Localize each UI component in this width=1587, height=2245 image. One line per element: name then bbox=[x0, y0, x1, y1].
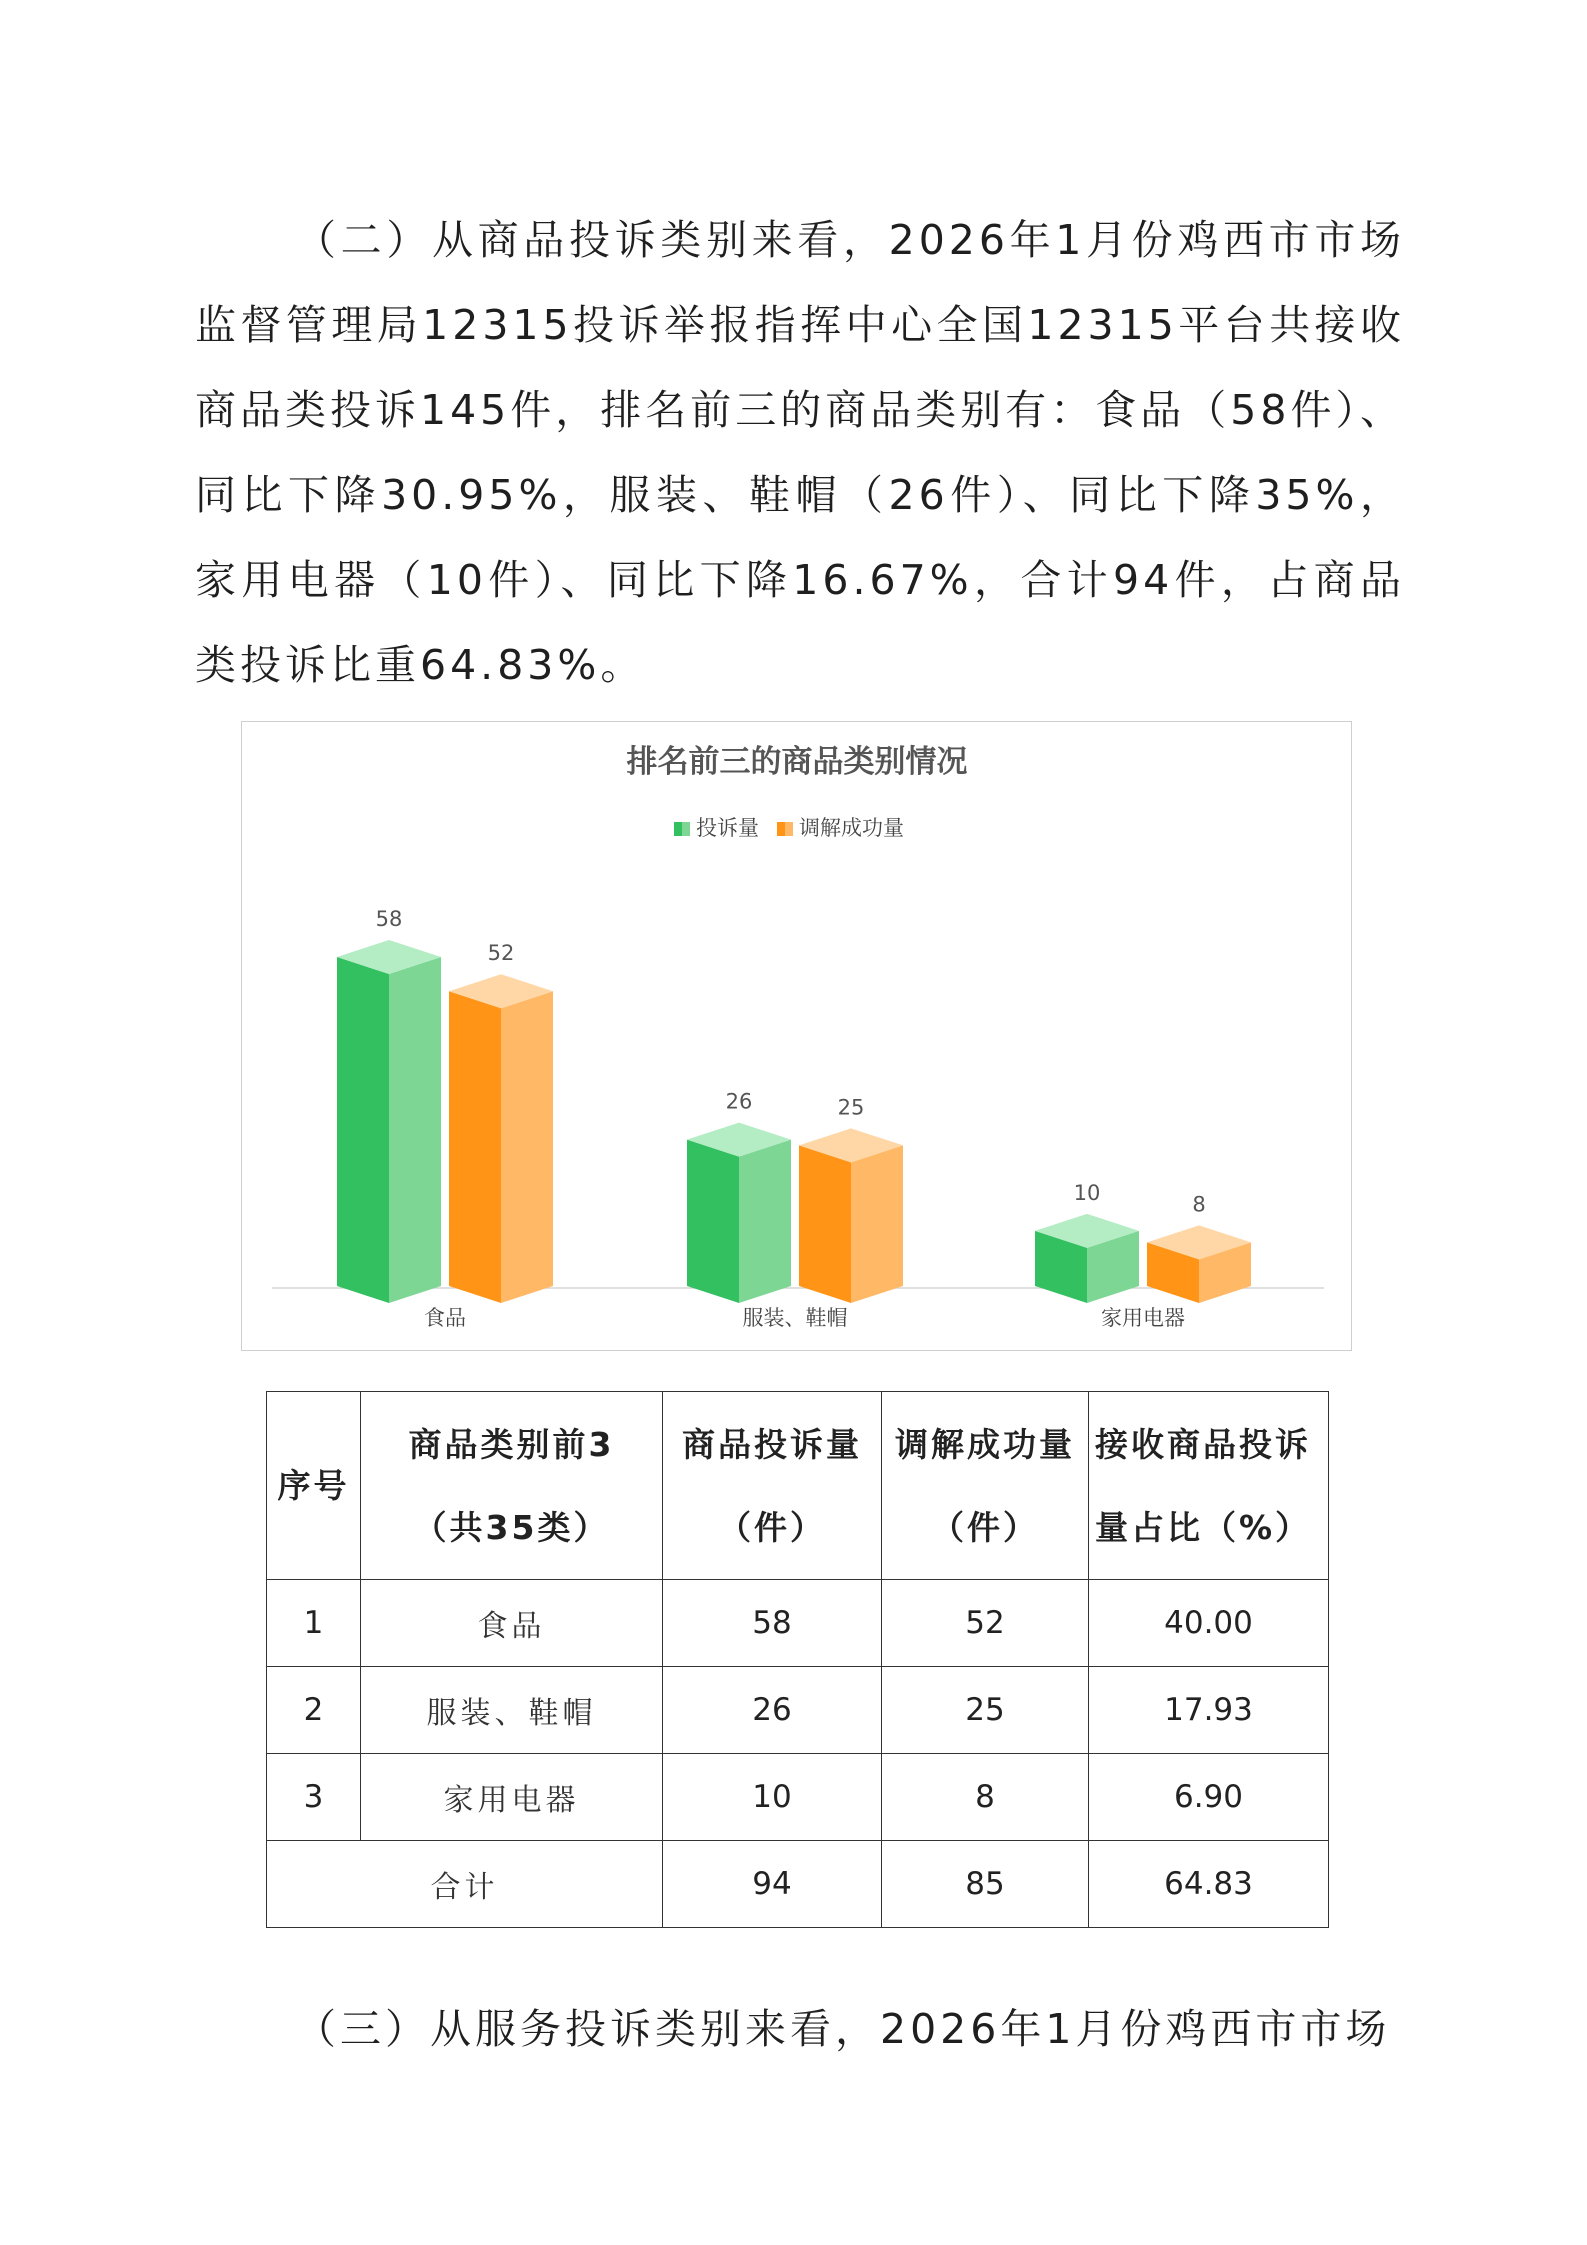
legend-label: 投诉量 bbox=[696, 816, 759, 840]
data-label: 26 bbox=[725, 1089, 753, 1114]
cell-ratio: 40.00 bbox=[1089, 1580, 1329, 1667]
cell-category: 服装、鞋帽 bbox=[361, 1667, 663, 1754]
header-category-line1: 商品类别前3 bbox=[408, 1424, 615, 1464]
cell-complaints: 26 bbox=[663, 1667, 882, 1754]
legend-label: 调解成功量 bbox=[799, 816, 904, 840]
cell-ratio: 6.90 bbox=[1089, 1754, 1329, 1841]
bar-side bbox=[389, 957, 441, 1303]
header-complaints bbox=[663, 1392, 882, 1580]
legend-swatch bbox=[682, 822, 690, 836]
data-label: 8 bbox=[1192, 1192, 1206, 1217]
chart-title: 排名前三的商品类别情况 bbox=[626, 744, 968, 780]
bar-side bbox=[739, 1140, 791, 1303]
bar-side bbox=[501, 991, 553, 1303]
chart-canvas bbox=[242, 722, 1353, 1352]
data-label: 58 bbox=[375, 907, 403, 931]
bar-front bbox=[799, 1145, 851, 1303]
cell-seq: 3 bbox=[267, 1754, 361, 1841]
legend-swatch bbox=[674, 822, 682, 836]
header-mediated bbox=[882, 1392, 1089, 1580]
bar-front bbox=[449, 991, 501, 1303]
category-label: 食品 bbox=[424, 1306, 466, 1330]
table-row bbox=[267, 1580, 1329, 1667]
bar-front bbox=[337, 957, 389, 1303]
cell-ratio: 17.93 bbox=[1089, 1667, 1329, 1754]
cell-total-complaints: 94 bbox=[663, 1841, 882, 1928]
paragraph-service-complaints: （三）从服务投诉类别来看，2026年1月份鸡西市市场 bbox=[295, 2005, 1391, 2053]
header-ratio-line2: 量占比（%） bbox=[1095, 1507, 1312, 1547]
category-label: 家用电器 bbox=[1101, 1306, 1185, 1330]
cell-complaints: 10 bbox=[663, 1754, 882, 1841]
header-mediated-line2: （件） bbox=[931, 1507, 1039, 1547]
header-mediated-line1: 调解成功量 bbox=[895, 1424, 1075, 1464]
category-label: 服装、鞋帽 bbox=[742, 1306, 848, 1330]
header-ratio bbox=[1089, 1392, 1329, 1580]
cell-category: 食品 bbox=[361, 1580, 663, 1667]
cell-mediated: 52 bbox=[882, 1580, 1089, 1667]
data-label: 25 bbox=[837, 1095, 865, 1120]
table-header-row bbox=[267, 1392, 1329, 1580]
legend-swatch bbox=[777, 822, 785, 836]
cell-category: 家用电器 bbox=[361, 1754, 663, 1841]
commodity-category-chart bbox=[241, 721, 1352, 1351]
bar-front bbox=[687, 1140, 739, 1303]
bar-side bbox=[851, 1145, 903, 1303]
cell-seq: 1 bbox=[267, 1580, 361, 1667]
paragraph-commodity-complaints: （二）从商品投诉类别来看，2026年1月份鸡西市市场监督管理局12315投诉举报指挥中心全国12315平台共接收商品类投诉145件，排名前三的商品类别有：食品（58件）、同比下降30.95%，服装、鞋帽（26件）、同比下降35%，家用电器（10件）、同比下降16.67%，合计94件，占商品类投诉比重64.83%。 bbox=[195, 216, 1405, 689]
table-total-row bbox=[267, 1841, 1329, 1928]
cell-total-mediated: 85 bbox=[882, 1841, 1089, 1928]
table-row bbox=[267, 1667, 1329, 1754]
commodity-category-table bbox=[266, 1391, 1329, 1928]
data-label: 52 bbox=[487, 941, 515, 966]
table-row bbox=[267, 1754, 1329, 1841]
legend-swatch bbox=[785, 822, 793, 836]
header-complaints-line2: （件） bbox=[718, 1507, 826, 1547]
cell-complaints: 58 bbox=[663, 1580, 882, 1667]
header-category bbox=[361, 1392, 663, 1580]
cell-mediated: 8 bbox=[882, 1754, 1089, 1841]
cell-total-ratio: 64.83 bbox=[1089, 1841, 1329, 1928]
data-label: 10 bbox=[1073, 1180, 1101, 1205]
cell-total-label: 合计 bbox=[267, 1841, 663, 1928]
header-ratio-line1: 接收商品投诉 bbox=[1095, 1424, 1311, 1464]
cell-seq: 2 bbox=[267, 1667, 361, 1754]
cell-mediated: 25 bbox=[882, 1667, 1089, 1754]
header-complaints-line1: 商品投诉量 bbox=[682, 1424, 862, 1464]
header-category-line2: （共35类） bbox=[413, 1507, 610, 1547]
header-seq: 序号 bbox=[267, 1392, 361, 1580]
